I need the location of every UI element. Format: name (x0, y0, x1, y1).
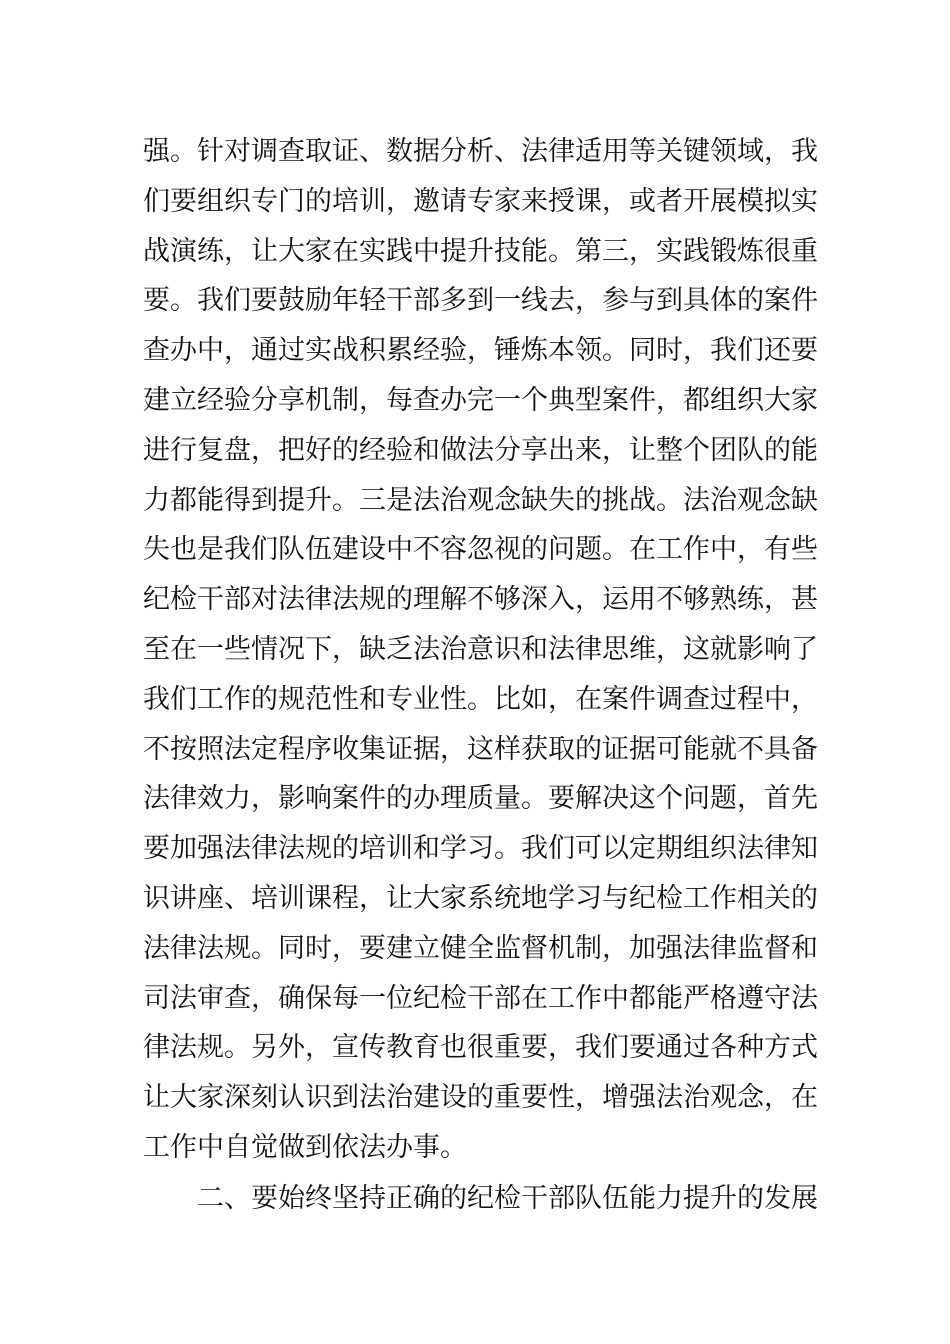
body-text (143, 127, 818, 1224)
text-line: 工作中自觉做到依法办事。 (143, 1131, 467, 1163)
text-line: 要。我们要鼓励年轻干部多到一线去，参与到具体的案件 (143, 285, 818, 317)
text-line: 战演练，让大家在实践中提升技能。第三，实践锻炼很重 (143, 235, 818, 267)
text-line: 识讲座、培训课程，让大家系统地学习与纪检工作相关的 (143, 882, 818, 914)
text-line: 强。针对调查取证、数据分析、法律适用等关键领域，我 (143, 136, 818, 167)
text-line: 纪检干部对法律法规的理解不够深入，运用不够熟练，甚 (143, 584, 818, 616)
text-line: 力都能得到提升。三是法治观念缺失的挑战。法治观念缺 (143, 484, 818, 516)
text-line: 法律法规。同时，要建立健全监督机制，加强法律监督和 (143, 932, 818, 964)
text-line: 法律效力，影响案件的办理质量。要解决这个问题，首先 (143, 783, 818, 815)
text-line: 司法审查，确保每一位纪检干部在工作中都能严格遵守法 (143, 982, 818, 1014)
section-heading: 二、要始终坚持正确的纪检干部队伍能力提升的发展 (197, 1182, 818, 1214)
text-line: 不按照法定程序收集证据，这样获取的证据可能就不具备 (143, 733, 818, 765)
text-line: 要加强法律法规的培训和学习。我们可以定期组织法律知 (143, 833, 818, 865)
text-line: 让大家深刻认识到法治建设的重要性，增强法治观念，在 (143, 1082, 818, 1114)
text-line: 至在一些情况下，缺乏法治意识和法律思维，这就影响了 (143, 633, 818, 665)
text-line: 们要组织专门的培训，邀请专家来授课，或者开展模拟实 (143, 185, 818, 217)
text-line: 建立经验分享机制，每查办完一个典型案件，都组织大家 (143, 384, 818, 416)
text-line: 律法规。另外，宣传教育也很重要，我们要通过各种方式 (143, 1032, 818, 1064)
text-line: 进行复盘，把好的经验和做法分享出来，让整个团队的能 (143, 434, 818, 466)
text-line: 查办中，通过实战积累经验，锤炼本领。同时，我们还要 (143, 335, 818, 367)
text-line: 我们工作的规范性和专业性。比如，在案件调查过程中， (143, 683, 818, 715)
text-line: 失也是我们队伍建设中不容忽视的问题。在工作中，有些 (143, 534, 818, 566)
